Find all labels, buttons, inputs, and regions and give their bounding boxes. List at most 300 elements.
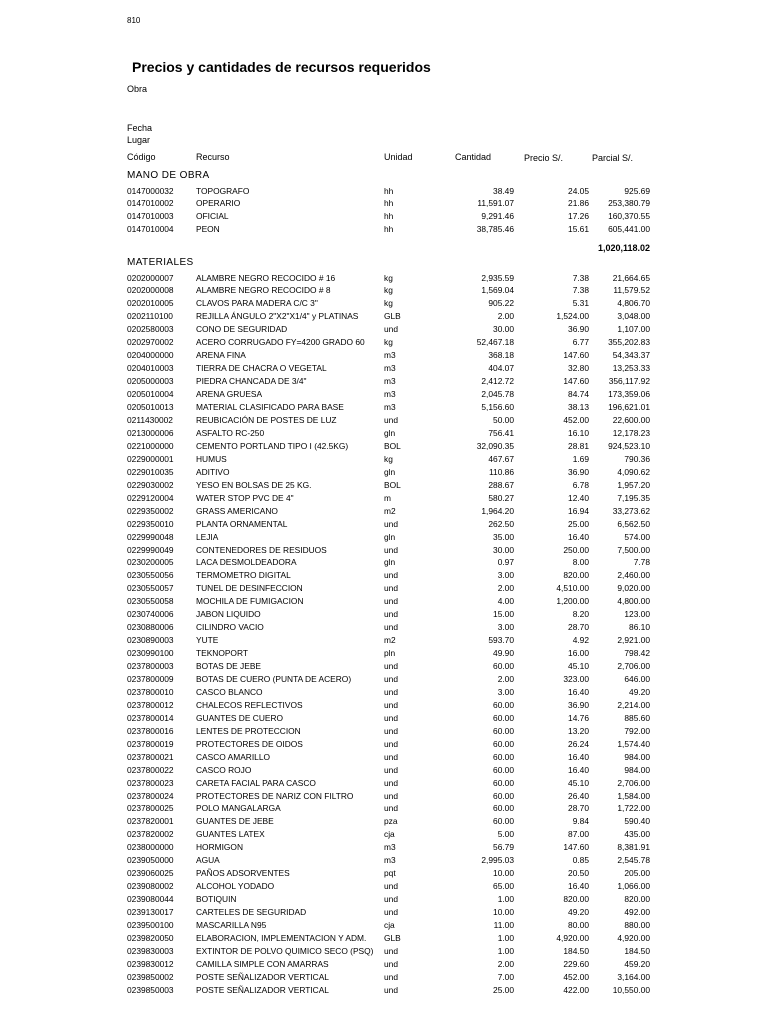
resource-price: 6.77 xyxy=(572,337,589,348)
resource-price: 452.00 xyxy=(563,971,589,982)
resource-partial: 123.00 xyxy=(624,609,650,620)
resource-unit: hh xyxy=(384,185,394,196)
table-row xyxy=(0,984,768,997)
resource-unit: kg xyxy=(384,337,393,348)
resource-quantity: 38.49 xyxy=(493,185,514,196)
resource-quantity: 593.70 xyxy=(488,635,514,646)
resource-partial: 7,195.35 xyxy=(617,492,650,503)
resource-code: 0237800012 xyxy=(127,699,174,710)
resource-quantity: 2.00 xyxy=(497,674,514,684)
resource-name: BOTIQUIN xyxy=(196,894,237,905)
resource-code: 0239080044 xyxy=(127,894,174,905)
resource-unit: BOL xyxy=(384,440,401,451)
resource-price: 7.38 xyxy=(572,285,589,296)
resource-name: WATER STOP PVC DE 4" xyxy=(196,492,294,503)
resource-partial: 1,107.00 xyxy=(617,324,650,335)
resource-price: 16.40 xyxy=(568,751,589,762)
resource-name: LENTES DE PROTECCION xyxy=(196,725,301,736)
resource-unit: pqt xyxy=(384,868,396,879)
resource-partial: 1,584.00 xyxy=(617,790,650,801)
resource-partial: 492.00 xyxy=(624,907,650,917)
resource-price: 184.50 xyxy=(563,945,589,956)
resource-quantity: 3.00 xyxy=(497,686,514,697)
resource-partial: 9,020.00 xyxy=(617,583,650,594)
table-row xyxy=(0,777,768,790)
resource-partial: 1,722.00 xyxy=(617,803,650,814)
resource-quantity: 60.00 xyxy=(493,661,514,671)
resource-partial: 820.00 xyxy=(624,894,650,905)
resource-partial: 2,545.78 xyxy=(617,855,650,866)
resource-price: 820.00 xyxy=(563,570,589,581)
resource-price: 8.20 xyxy=(572,609,589,620)
section-header: MATERIALES xyxy=(127,257,194,268)
table-row xyxy=(0,582,768,595)
resource-price: 87.00 xyxy=(568,829,589,840)
resource-partial: 790.36 xyxy=(624,453,650,464)
resource-price: 0.85 xyxy=(572,855,589,866)
resource-unit: m3 xyxy=(384,389,396,400)
resource-code: 0202010005 xyxy=(127,298,174,309)
resource-quantity: 3.00 xyxy=(497,570,514,581)
resource-name: CARETA FACIAL PARA CASCO xyxy=(196,777,316,788)
resource-name: BOTAS DE CUERO (PUNTA DE ACERO) xyxy=(196,674,352,684)
resource-unit: pln xyxy=(384,648,396,658)
resource-price: 7.38 xyxy=(572,272,589,283)
resource-name: HUMUS xyxy=(196,453,227,464)
resource-quantity: 38,785.46 xyxy=(476,224,514,235)
table-row xyxy=(0,802,768,815)
resource-price: 16.10 xyxy=(568,427,589,438)
resource-unit: und xyxy=(384,583,398,594)
resource-quantity: 467.67 xyxy=(488,453,514,464)
resource-unit: m3 xyxy=(384,376,396,387)
table-row xyxy=(0,349,768,362)
resource-name: JABON LIQUIDO xyxy=(196,609,261,620)
resource-code: 0229350010 xyxy=(127,518,174,529)
table-row xyxy=(0,893,768,906)
resource-partial: 49.20 xyxy=(629,686,650,697)
resource-partial: 253,380.79 xyxy=(608,198,650,209)
resource-quantity: 1,569.04 xyxy=(481,285,514,296)
resource-partial: 984.00 xyxy=(624,751,650,762)
lugar-label: Lugar xyxy=(127,135,151,145)
resource-code: 0238000000 xyxy=(127,842,174,853)
header-precio: Precio S/. xyxy=(524,153,564,163)
table-row xyxy=(0,388,768,401)
resource-name: PLANTA ORNAMENTAL xyxy=(196,518,288,529)
resource-code: 0229030002 xyxy=(127,479,174,490)
header-unidad: Unidad xyxy=(384,152,413,162)
resource-name: CONTENEDORES DE RESIDUOS xyxy=(196,544,327,555)
resource-quantity: 60.00 xyxy=(493,751,514,762)
resource-name: PAÑOS ADSORVENTES xyxy=(196,868,290,879)
resource-quantity: 580.27 xyxy=(488,492,514,503)
resource-price: 28.70 xyxy=(568,622,589,633)
resource-code: 0205010013 xyxy=(127,402,174,412)
resource-code: 0229010035 xyxy=(127,466,174,477)
resource-unit: m3 xyxy=(384,855,396,866)
resource-name: LACA DESMOLDEADORA xyxy=(196,557,297,568)
resource-code: 0237800022 xyxy=(127,764,174,775)
resource-partial: 33,273.62 xyxy=(612,505,650,516)
resource-unit: m3 xyxy=(384,350,396,361)
obra-label: Obra xyxy=(127,84,148,94)
section-total: 1,020,118.02 xyxy=(597,243,650,253)
resource-unit: und xyxy=(384,984,398,995)
resource-quantity: 756.41 xyxy=(488,427,514,438)
resource-price: 36.90 xyxy=(568,699,589,710)
resource-unit: und xyxy=(384,544,398,555)
resource-code: 0239830012 xyxy=(127,958,174,969)
resource-quantity: 60.00 xyxy=(493,712,514,723)
resource-code: 0202970002 xyxy=(127,337,174,348)
table-row xyxy=(0,466,768,479)
resource-name: OFICIAL xyxy=(196,211,229,222)
resource-price: 28.70 xyxy=(568,803,589,814)
resource-quantity: 60.00 xyxy=(493,816,514,827)
resource-quantity: 49.90 xyxy=(493,648,514,658)
resource-name: PEON xyxy=(196,224,220,235)
resource-name: REUBICACIÓN DE POSTES DE LUZ xyxy=(196,414,337,425)
resource-code: 0229350002 xyxy=(127,505,174,516)
resource-code: 0230740006 xyxy=(127,609,174,620)
table-row xyxy=(0,621,768,634)
resource-code: 0229000001 xyxy=(127,453,174,464)
resource-price: 26.24 xyxy=(568,738,589,749)
resource-name: GRASS AMERICANO xyxy=(196,505,278,516)
resource-quantity: 5.00 xyxy=(497,829,514,840)
table-row xyxy=(0,569,768,582)
resource-price: 16.00 xyxy=(568,648,589,658)
resource-price: 45.10 xyxy=(568,777,589,788)
resource-partial: 459.20 xyxy=(624,958,650,969)
resource-quantity: 35.00 xyxy=(493,531,514,542)
resource-quantity: 4.00 xyxy=(497,596,514,607)
resource-unit: m3 xyxy=(384,402,396,412)
resource-code: 0237800016 xyxy=(127,725,174,736)
resource-price: 5.31 xyxy=(572,298,589,309)
resource-quantity: 11.00 xyxy=(493,920,514,930)
table-row xyxy=(0,284,768,297)
table-row xyxy=(0,686,768,699)
resource-price: 4,920.00 xyxy=(556,932,589,943)
resource-quantity: 32,090.35 xyxy=(476,440,514,451)
resource-name: CHALECOS REFLECTIVOS xyxy=(196,699,303,710)
resource-quantity: 60.00 xyxy=(493,738,514,749)
resource-price: 16.40 xyxy=(568,686,589,697)
header-recurso: Recurso xyxy=(196,152,230,162)
resource-code: 0237800021 xyxy=(127,751,174,762)
resource-price: 36.90 xyxy=(568,466,589,477)
resource-quantity: 11,591.07 xyxy=(477,198,514,209)
resource-price: 45.10 xyxy=(568,661,589,671)
resource-name: CONO DE SEGURIDAD xyxy=(196,324,288,335)
resource-name: TUNEL DE DESINFECCION xyxy=(196,583,303,594)
resource-name: MATERIAL CLASIFICADO PARA BASE xyxy=(196,402,344,412)
resource-partial: 1,066.00 xyxy=(617,881,650,892)
resource-partial: 22,600.00 xyxy=(612,414,650,425)
resource-quantity: 56.79 xyxy=(493,842,514,853)
resource-code: 0230200005 xyxy=(127,557,174,568)
resource-code: 0230890003 xyxy=(127,635,174,646)
resource-partial: 4,800.00 xyxy=(617,596,650,607)
table-row xyxy=(0,919,768,932)
header-cantidad: Cantidad xyxy=(455,152,492,162)
resource-price: 16.94 xyxy=(568,505,589,516)
resource-partial: 10,550.00 xyxy=(612,984,650,995)
resource-code: 0237820002 xyxy=(127,829,174,840)
table-row xyxy=(0,751,768,764)
resource-partial: 205.00 xyxy=(624,868,650,879)
resource-unit: und xyxy=(384,324,398,335)
table-row xyxy=(0,660,768,673)
resource-name: HORMIGON xyxy=(196,842,243,853)
resource-partial: 3,164.00 xyxy=(617,971,650,982)
resource-partial: 196,621.01 xyxy=(608,402,650,412)
resource-quantity: 60.00 xyxy=(493,764,514,775)
resource-price: 17.26 xyxy=(568,211,589,222)
resource-price: 32.80 xyxy=(568,363,589,374)
resource-code: 0211430002 xyxy=(127,414,173,425)
resource-quantity: 10.00 xyxy=(493,868,514,879)
resource-quantity: 368.18 xyxy=(488,350,514,361)
resource-partial: 355,202.83 xyxy=(608,337,650,348)
resource-unit: hh xyxy=(384,198,394,209)
resource-unit: cja xyxy=(384,829,395,840)
resource-unit: und xyxy=(384,777,398,788)
resource-price: 1,524.00 xyxy=(556,311,589,322)
resource-quantity: 1.00 xyxy=(497,894,514,905)
resource-name: ASFALTO RC-250 xyxy=(196,427,265,438)
resource-code: 0204000000 xyxy=(127,350,174,361)
resource-partial: 13,253.33 xyxy=(612,363,650,374)
resource-unit: und xyxy=(384,686,398,697)
resource-unit: und xyxy=(384,907,398,917)
table-row xyxy=(0,440,768,453)
resource-name: PIEDRA CHANCADA DE 3/4" xyxy=(196,376,307,387)
table-row xyxy=(0,272,768,285)
resource-unit: und xyxy=(384,570,398,581)
resource-unit: gln xyxy=(384,557,396,568)
resource-unit: und xyxy=(384,738,398,749)
table-row xyxy=(0,725,768,738)
resource-quantity: 288.67 xyxy=(488,479,514,490)
resource-name: POSTE SEÑALIZADOR VERTICAL xyxy=(196,984,329,995)
resource-name: GUANTES DE CUERO xyxy=(196,712,284,723)
resource-unit: und xyxy=(384,894,398,905)
resource-partial: 984.00 xyxy=(624,764,650,775)
resource-name: ALAMBRE NEGRO RECOCIDO # 8 xyxy=(196,285,331,296)
resource-partial: 4,920.00 xyxy=(617,932,650,943)
resource-quantity: 60.00 xyxy=(493,777,514,788)
resource-code: 0239830003 xyxy=(127,945,174,956)
resource-partial: 11,579.52 xyxy=(613,285,650,296)
resource-code: 0239080002 xyxy=(127,881,174,892)
table-row xyxy=(0,223,768,236)
resource-quantity: 60.00 xyxy=(493,790,514,801)
resource-unit: gln xyxy=(384,427,396,438)
resource-unit: BOL xyxy=(384,479,401,490)
resource-quantity: 3.00 xyxy=(497,622,514,633)
resource-name: TERMOMETRO DIGITAL xyxy=(196,570,291,581)
table-row xyxy=(0,310,768,323)
resource-code: 0237800010 xyxy=(127,686,174,697)
resource-name: MOCHILA DE FUMIGACION xyxy=(196,596,304,607)
resource-code: 0239850002 xyxy=(127,971,174,982)
resource-partial: 646.00 xyxy=(624,674,650,684)
resource-unit: m2 xyxy=(384,505,396,516)
resource-unit: und xyxy=(384,518,398,529)
resource-unit: cja xyxy=(384,920,395,930)
resource-price: 422.00 xyxy=(563,984,589,995)
resource-name: CASCO AMARILLO xyxy=(196,751,271,762)
resource-price: 323.00 xyxy=(563,674,589,684)
table-row xyxy=(0,336,768,349)
resource-name: BOTAS DE JEBE xyxy=(196,661,261,671)
resource-price: 4,510.00 xyxy=(556,583,589,594)
resource-unit: m xyxy=(384,492,391,503)
resource-partial: 86.10 xyxy=(629,622,650,633)
resource-name: CASCO ROJO xyxy=(196,764,252,775)
resource-unit: und xyxy=(384,790,398,801)
resource-name: POLO MANGALARGA xyxy=(196,803,281,814)
resource-unit: m2 xyxy=(384,635,396,646)
resource-quantity: 9,291.46 xyxy=(481,211,514,222)
resource-partial: 160,370.55 xyxy=(608,211,650,222)
resource-unit: und xyxy=(384,609,398,620)
resource-code: 0237820001 xyxy=(127,816,174,827)
resource-unit: und xyxy=(384,674,398,684)
resource-price: 25.00 xyxy=(568,518,589,529)
resource-quantity: 50.00 xyxy=(493,414,514,425)
resource-code: 0147000032 xyxy=(127,185,174,196)
resource-price: 16.40 xyxy=(568,881,589,892)
table-row xyxy=(0,210,768,223)
resource-name: ARENA GRUESA xyxy=(196,389,263,400)
resource-code: 0239060025 xyxy=(127,868,174,879)
resource-quantity: 404.07 xyxy=(488,363,514,374)
resource-name: CILINDRO VACIO xyxy=(196,622,264,633)
table-row xyxy=(0,479,768,492)
resource-price: 16.40 xyxy=(568,531,589,542)
resource-quantity: 2,045.78 xyxy=(481,389,514,400)
resource-code: 0229990049 xyxy=(127,544,174,555)
section-header: MANO DE OBRA xyxy=(127,170,210,181)
resource-unit: und xyxy=(384,725,398,736)
resource-price: 250.00 xyxy=(563,544,589,555)
table-row xyxy=(0,841,768,854)
resource-name: LEJIA xyxy=(196,531,219,542)
resource-price: 13.20 xyxy=(568,725,589,736)
table-row xyxy=(0,790,768,803)
resource-partial: 605,441.00 xyxy=(608,224,650,235)
resource-unit: kg xyxy=(384,453,393,464)
table-row xyxy=(0,375,768,388)
resource-code: 0237800003 xyxy=(127,661,174,671)
resource-name: GUANTES DE JEBE xyxy=(196,816,274,827)
resource-partial: 7.78 xyxy=(633,557,650,568)
resource-partial: 184.50 xyxy=(624,945,650,956)
resource-code: 0237800009 xyxy=(127,674,174,684)
table-row xyxy=(0,828,768,841)
resource-quantity: 2.00 xyxy=(497,583,514,594)
resource-partial: 21,664.65 xyxy=(612,272,650,283)
table-row xyxy=(0,185,768,198)
table-row xyxy=(0,673,768,686)
resource-partial: 880.00 xyxy=(624,920,650,930)
resource-price: 452.00 xyxy=(563,414,589,425)
resource-name: TOPOGRAFO xyxy=(196,185,250,196)
resource-price: 147.60 xyxy=(563,376,589,387)
resource-unit: GLB xyxy=(384,311,401,322)
resource-partial: 173,359.06 xyxy=(608,389,650,400)
table-row xyxy=(0,647,768,660)
resource-unit: und xyxy=(384,803,398,814)
resource-quantity: 30.00 xyxy=(493,544,514,555)
table-row xyxy=(0,815,768,828)
resource-quantity: 60.00 xyxy=(493,803,514,814)
table-row xyxy=(0,906,768,919)
resource-price: 24.05 xyxy=(568,185,589,196)
resource-unit: und xyxy=(384,764,398,775)
table-row xyxy=(0,453,768,466)
resource-price: 26.40 xyxy=(568,790,589,801)
resource-unit: und xyxy=(384,945,398,956)
resource-code: 0202000007 xyxy=(127,272,174,283)
table-row xyxy=(0,323,768,336)
resource-quantity: 1.00 xyxy=(497,932,514,943)
resource-quantity: 65.00 xyxy=(493,881,514,892)
resource-name: CAMILLA SIMPLE CON AMARRAS xyxy=(196,958,329,969)
table-row xyxy=(0,544,768,557)
resource-unit: kg xyxy=(384,272,393,283)
resource-partial: 924,523.10 xyxy=(608,440,650,451)
resource-partial: 12,178.23 xyxy=(612,427,650,438)
resource-price: 12.40 xyxy=(568,492,589,503)
resource-unit: und xyxy=(384,881,398,892)
resource-partial: 798.42 xyxy=(624,648,650,658)
table-row xyxy=(0,197,768,210)
resource-partial: 590.40 xyxy=(624,816,650,827)
resource-partial: 4,090.62 xyxy=(617,466,650,477)
resource-price: 9.84 xyxy=(572,816,589,827)
resource-unit: und xyxy=(384,971,398,982)
resource-quantity: 25.00 xyxy=(493,984,514,995)
resource-partial: 6,562.50 xyxy=(617,518,650,529)
resource-quantity: 15.00 xyxy=(493,609,514,620)
resource-quantity: 262.50 xyxy=(488,518,514,529)
resource-partial: 7,500.00 xyxy=(617,544,650,555)
resource-name: ALCOHOL YODADO xyxy=(196,881,275,892)
resource-unit: gln xyxy=(384,466,396,477)
resource-unit: m3 xyxy=(384,842,396,853)
resource-code: 0147010004 xyxy=(127,224,174,235)
resource-unit: und xyxy=(384,751,398,762)
resource-name: CASCO BLANCO xyxy=(196,686,263,697)
resource-unit: und xyxy=(384,712,398,723)
resource-quantity: 2,412.72 xyxy=(481,376,514,387)
resource-price: 1.69 xyxy=(572,453,589,464)
resource-price: 14.76 xyxy=(568,712,589,723)
resource-name: PROTECTORES DE OIDOS xyxy=(196,738,303,749)
resource-quantity: 2,935.59 xyxy=(481,272,514,283)
resource-code: 0229120004 xyxy=(127,492,174,503)
resource-name: POSTE SEÑALIZADOR VERTICAL xyxy=(196,971,329,982)
resource-quantity: 1,964.20 xyxy=(481,505,514,516)
resource-name: CLAVOS PARA MADERA C/C 3" xyxy=(196,298,318,309)
resource-name: REJILLA ÁNGULO 2"X2"X1/4" y PLATINAS xyxy=(196,311,359,322)
resource-quantity: 60.00 xyxy=(493,725,514,736)
